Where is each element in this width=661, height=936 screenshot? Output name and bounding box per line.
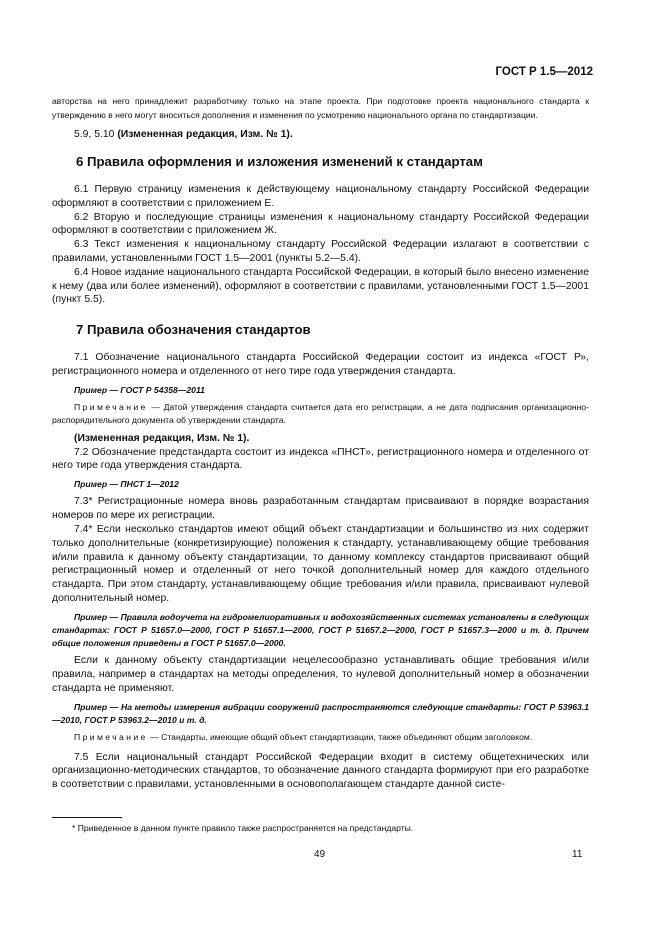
section-6-title: 6 Правила оформления и изложения изменений к стандартам (76, 153, 483, 169)
standard-code: ГОСТ Р 1.5—2012 (495, 66, 593, 78)
para-6-3: 6.3 Текст изменения к национальному стандарту Российской Федерации излагают в соответствии с правилами, установленными ГОСТ 1.5—2001 (пункты 5.2—5.4). (52, 239, 589, 264)
note-1-text: — Датой утверждения стандарта считается дата его регистрации, а не дата подписания организационно-распорядительного документа об утверждении стандарта. (52, 401, 589, 426)
amendment-label: (Измененная редакция, Изм. № 1). (117, 129, 293, 141)
example-3: Пример — Правила водоучета на гидромелиоративных и водохозяйственных системах установлены в следующих стандартах: ГОСТ Р 51657.0—2000, ГОСТ Р 51657.1—2000, ГОСТ Р 51657.2—2000, ГОСТ Р 51657.3—2000 и т. д. Причем общие положения приведены в ГОСТ Р 51657.0—2000. (52, 611, 589, 649)
footnote: * Приведенное в данном пункте правило также распространяется на предстандарты. (72, 823, 414, 833)
intro-paragraph: авторства на него принадлежит разработчику только на этапе проекта. При подготовке проекта национального стандарта к утверждению в него могут вноситься дополнения и изменения по усмотрению национального органа по стандартизации. (52, 96, 589, 120)
note-1-label: Примечание (74, 401, 148, 412)
amendment-numbers: 5.9, 5.10 (74, 129, 115, 141)
footnote-divider (52, 817, 122, 818)
example-2: Пример — ПНСТ 1—2012 (74, 479, 179, 490)
example-1: Пример — ГОСТ Р 54358—2011 (74, 384, 205, 395)
note-1 (52, 401, 589, 428)
para-7-3: 7.3* Регистрационные номера вновь разработанным стандартам присваивают в порядке возрастания номеров по мере их регистрации. (52, 496, 589, 522)
amendment-note-1 (52, 128, 589, 142)
para-6-1: 6.1 Первую страницу изменения к действующему национальному стандарту Российской Федерации оформляют в соответствии с приложением Е. (52, 183, 589, 209)
page-content (52, 95, 589, 792)
note-2 (52, 731, 589, 744)
section-7-title: 7 Правила обозначения стандартов (76, 322, 311, 338)
page-number-center: 49 (314, 849, 326, 860)
para-7-5: 7.5 Если национальный стандарт Российской Федерации входит в систему общетехнических или организационно-методических стандартов, то обозначение данного стандарта формируют при его разработке в соответствии с правилами, установленными в основополагающем стандарте данной систе- (52, 751, 589, 791)
example-4: Пример — На методы измерения вибрации сооружений распространяются следующие стандарты: ГОСТ Р 53963.1—2010, ГОСТ Р 53963.2—2010 и т. д. (52, 701, 589, 725)
para-7-1: 7.1 Обозначение национального стандарта Российской Федерации состоит из индекса «ГОСТ Р», регистрационного номера и отделенного от него тире года утверждения стандарта. (52, 352, 589, 377)
para-6-4: 6.4 Новое издание национального стандарта Российской Федерации, в который было внесено изменение к нему (два или более изменений), оформляют в соответствии с правилами, установленными ГОСТ 1.5—2001 (пункт 5.5). (52, 266, 589, 306)
amendment-note-2: (Измененная редакция, Изм. № 1). (74, 432, 250, 444)
para-7-4: 7.4* Если несколько стандартов имеют общий объект стандартизации и большинство из них содержит только дополнительные (конкретизирующие) положения к стандарту, устанавливающему общие требования и/или правила к данному объекту стандартизации, то данному комплексу стандартов присваивают общий регистрационный номер и отделенный от него точкой дополнительный номер для каждого отдельного стандарта. При этом стандарту, устанавливающему общие требования и/или правила, присваивают нулевой дополнительный номер. (52, 523, 589, 604)
note-2-text: — Стандарты, имеющие общий объект стандартизации, также объединяют общим заголовком. (147, 732, 533, 743)
para-7-4-b: Если к данному объекту стандартизации нецелесообразно устанавливать общие требования и/или правила, например в стандартах на методы определения, то нулевой дополнительный номер в обозначении стандарта не применяют. (52, 655, 589, 694)
para-7-2: 7.2 Обозначение предстандарта состоит из индекса «ПНСТ», регистрационного номера и отделенного от него тире года утверждения стандарта. (52, 446, 589, 472)
page-number-right: 11 (572, 849, 583, 860)
para-6-2: 6.2 Вторую и последующие страницы изменения к национальному стандарту Российской Федерации оформляют в соответствии с приложением Ж. (52, 211, 589, 237)
note-2-label: Примечание (74, 732, 148, 743)
